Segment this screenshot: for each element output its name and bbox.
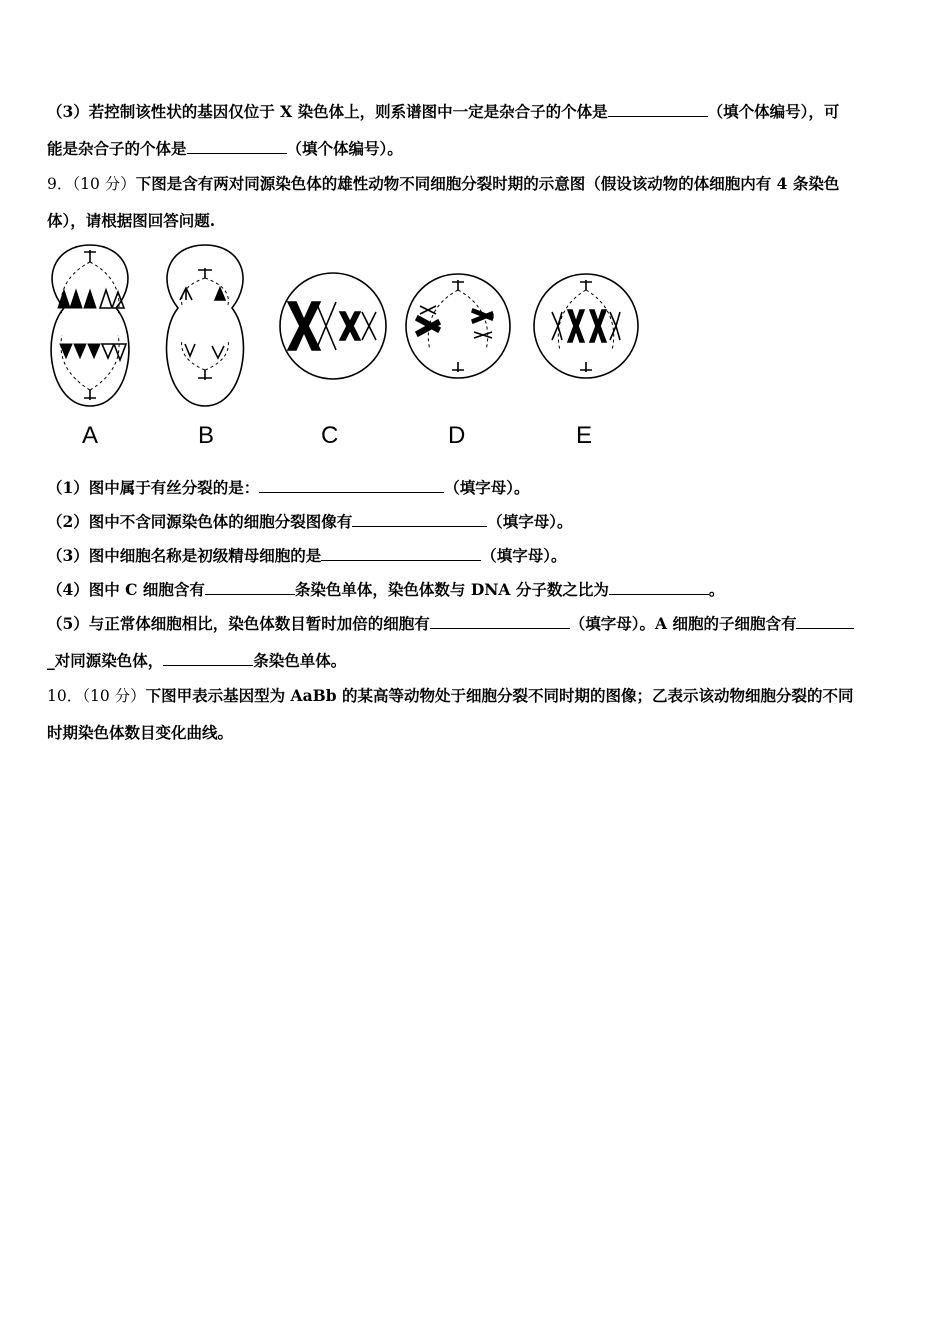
- q9-part5-line2: _对同源染色体， 条染色单体。: [47, 651, 347, 670]
- cell-d: [406, 274, 510, 378]
- answer-blank[interactable]: [796, 614, 854, 629]
- q10-stem-line2: 时期染色体数目变化曲线。: [47, 723, 234, 742]
- answer-blank[interactable]: [205, 580, 295, 595]
- answer-blank[interactable]: [430, 614, 570, 629]
- cell-division-figure: [40, 240, 660, 460]
- cell-c: [280, 273, 386, 379]
- figure-label-d: D: [448, 422, 466, 449]
- answer-blank[interactable]: [259, 478, 444, 493]
- answer-blank[interactable]: [609, 580, 709, 595]
- answer-blank[interactable]: [187, 139, 287, 154]
- answer-blank[interactable]: [321, 546, 481, 561]
- q9-stem-line2: 体），请根据图回答问题.: [47, 211, 216, 230]
- figure-label-e: E: [576, 422, 593, 449]
- answer-blank[interactable]: [163, 651, 253, 666]
- q9-part4: （4）图中 C 细胞含有 条染色单体，染色体数与 DNA 分子数之比为 。: [47, 580, 725, 599]
- q9-part1: （1）图中属于有丝分裂的是： （填字母）。: [47, 478, 530, 497]
- answer-blank[interactable]: [608, 102, 708, 117]
- cell-division-diagrams: [40, 240, 660, 420]
- cell-e: [534, 274, 638, 378]
- figure-label-a: A: [82, 422, 99, 449]
- q8-part3-line1: （3）若控制该性状的基因仅位于 X 染色体上，则系谱图中一定是杂合子的个体是 （填个体编号），可: [47, 102, 840, 121]
- q9-part5-line1: （5）与正常体细胞相比，染色体数目暂时加倍的细胞有 （填字母）。A 细胞的子细胞含有: [47, 614, 906, 634]
- q9-stem-line1: 9．（10 分）下图是含有两对同源染色体的雄性动物不同细胞分裂时期的示意图（假设该动物的体细胞内有 4 条染色: [47, 174, 840, 193]
- answer-blank[interactable]: [352, 512, 487, 527]
- figure-label-c: C: [321, 422, 339, 449]
- figure-label-b: B: [198, 422, 215, 449]
- q9-part2: （2）图中不含同源染色体的细胞分裂图像有 （填字母）。: [47, 512, 573, 531]
- q10-stem-line1: 10．（10 分）下图甲表示基因型为 AaBb 的某高等动物处于细胞分裂不同时期的图像；乙表示该动物细胞分裂的不同: [47, 686, 854, 705]
- cell-b: [167, 245, 244, 406]
- q8-part3-line2: 能是杂合子的个体是 （填个体编号）。: [47, 139, 403, 158]
- cell-a: [51, 245, 129, 406]
- q9-part3: （3）图中细胞名称是初级精母细胞的是 （填字母）。: [47, 546, 567, 565]
